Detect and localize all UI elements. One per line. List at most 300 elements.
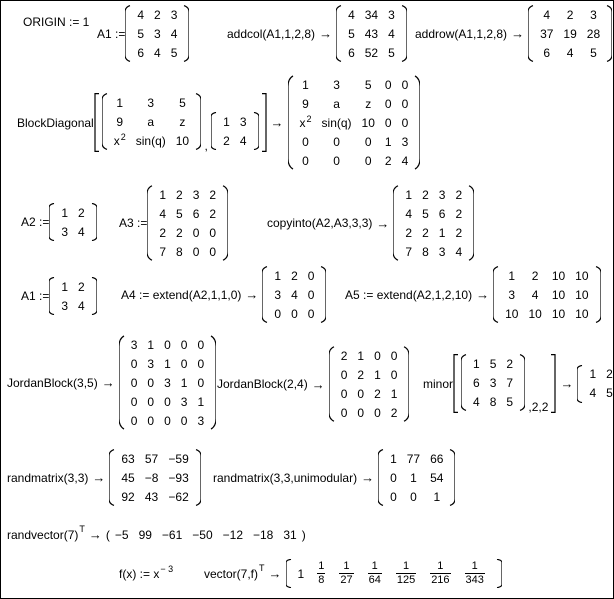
matrix-cell: 0: [390, 489, 397, 504]
matrix-cell: 1: [405, 187, 413, 202]
left-bracket: [493, 266, 499, 323]
matrix-cell: 2: [422, 225, 429, 240]
matrix-cell: 0: [374, 348, 381, 363]
matrix-cell: 7: [405, 244, 413, 259]
matrix-cell: 0: [130, 356, 138, 371]
matrix-cell: 0: [164, 413, 171, 428]
matrix-cell: 2: [566, 7, 574, 22]
randmatrix-result-matrix: [109, 449, 200, 506]
matrix-cell: 45: [121, 470, 135, 485]
matrix-cell: 10: [361, 115, 375, 130]
matrix-cell: 28: [586, 26, 601, 41]
matrix-cell: 0: [340, 367, 348, 382]
matrix-cell: 0: [307, 287, 315, 302]
a4-expression: A4 := extend(A2,1,1,0): [121, 287, 242, 302]
matrix-cell: 0: [357, 405, 365, 420]
exponent-superscript: 2: [306, 113, 312, 124]
eval-arrow: →: [511, 26, 525, 41]
exponent-superscript: − 3: [160, 563, 174, 574]
eval-arrow: →: [270, 115, 284, 130]
matrix-cell: 2: [357, 367, 365, 382]
matrix-cell: 1: [116, 95, 124, 110]
matrix-cell: 0: [197, 337, 205, 352]
fraction: [430, 561, 450, 586]
a3-matrix: [147, 185, 228, 261]
matrix-cell: 0: [384, 77, 392, 92]
matrix-cell: 0: [147, 394, 155, 409]
left-bracket: [49, 203, 55, 241]
left-bracket: [125, 5, 131, 62]
fraction-denominator: 27: [340, 574, 353, 586]
matrix-cell: 3: [590, 7, 597, 22]
matrix-cell: 3: [164, 375, 171, 390]
transpose-superscript: T: [259, 563, 265, 573]
left-bracket: [147, 185, 153, 261]
right-bracket: [550, 354, 556, 413]
vector-result-row: [286, 559, 502, 588]
fraction-numerator: 1: [343, 560, 350, 572]
left-bracket: [461, 354, 467, 411]
eval-arrow: →: [268, 566, 282, 581]
matrix-cell: 1: [223, 114, 230, 129]
right-bracket: [91, 277, 97, 315]
matrix-cell: 1: [180, 375, 188, 390]
matrix-cell: 3: [438, 187, 446, 202]
eval-arrow: →: [311, 376, 325, 392]
matrix-cell: 57: [144, 451, 159, 466]
jordanblock-3-5-evaluation[interactable]: [7, 335, 216, 430]
left-bracket: [286, 559, 292, 588]
fraction-denominator: 125: [396, 574, 416, 586]
matrix-cell: 3: [170, 7, 178, 22]
fraction-denominator: 343: [465, 574, 484, 586]
matrix-cell: 4: [137, 7, 145, 22]
matrix-cell: 1: [302, 77, 309, 92]
matrix-cell: 5: [606, 386, 613, 400]
matrix-cell: 0: [130, 375, 138, 390]
minor-name: minor: [423, 376, 454, 391]
jordanblock-expression: JordanBlock(2,4): [217, 377, 308, 391]
matrix-cell: 0: [291, 306, 298, 321]
matrix-cell: 2: [455, 225, 463, 240]
vector-evaluation[interactable]: [204, 559, 502, 588]
matrix-cell: 37: [540, 26, 554, 41]
matrix-cell: 2: [531, 268, 539, 283]
matrix-cell: 0: [302, 153, 309, 168]
matrix-cell: 5: [179, 95, 186, 110]
right-bracket: [595, 266, 601, 323]
matrix-cell: 0: [384, 96, 392, 111]
matrix-cell: 8: [176, 244, 183, 259]
minor-evaluation[interactable]: [423, 354, 614, 413]
matrix-cell: 3: [61, 224, 69, 239]
left-bracket: [94, 93, 100, 152]
blockdiagonal-matrix-2: [211, 112, 258, 150]
left-bracket: [577, 365, 583, 403]
f-definition-text: f(x) := x: [119, 567, 160, 581]
blockdiagonal-arg-bracket: [94, 93, 267, 152]
matrix-cell: 4: [291, 287, 298, 302]
randvector-value: 31: [283, 527, 297, 542]
matrix-cell: 2: [455, 187, 463, 202]
matrix-cell: sin(q): [135, 133, 166, 148]
matrix-cell: 10: [551, 268, 566, 283]
a1-matrix: [125, 5, 189, 62]
matrix-cell: 6: [348, 45, 355, 60]
matrix-cell: 4: [159, 206, 167, 221]
matrix-cell: 8: [422, 244, 429, 259]
matrix-cell: 0: [209, 244, 217, 259]
left-paren: (: [105, 527, 110, 542]
matrix-cell: 0: [197, 375, 205, 390]
matrix-cell: 0: [390, 470, 397, 485]
matrix-cell: 0: [401, 115, 409, 130]
jordanblock-2-4-result-matrix: [329, 346, 410, 422]
matrix-cell: 3: [239, 114, 247, 129]
right-bracket: [403, 346, 409, 422]
fraction-denominator: 216: [431, 574, 450, 586]
cell-wrapper: [299, 113, 312, 130]
randmatrix-unimodular-expression: randmatrix(3,3,unimodular): [213, 470, 358, 485]
matrix-cell: 6: [137, 45, 145, 60]
matrix-cell: 2: [159, 225, 167, 240]
matrix-cell: 1: [159, 187, 167, 202]
eval-arrow: →: [319, 26, 333, 41]
vector-first-value: 1: [297, 566, 305, 581]
matrix-cell: 1: [384, 134, 392, 149]
matrix-cell: 3: [274, 287, 282, 302]
fraction: [368, 561, 382, 586]
matrix-cell: 10: [575, 306, 589, 321]
right-bracket: [606, 5, 612, 62]
matrix-cell: 9: [116, 114, 124, 129]
eval-arrow: →: [245, 287, 259, 302]
matrix-cell: 0: [209, 225, 217, 240]
a1-definition[interactable]: [97, 5, 189, 62]
matrix-cell: 3: [489, 375, 497, 390]
matrix-cell: 0: [357, 386, 365, 401]
randvector-evaluation[interactable]: [7, 524, 306, 542]
right-bracket: [496, 559, 502, 588]
right-bracket: [195, 449, 201, 506]
matrix-cell: 0: [147, 375, 155, 390]
matrix-cell: 2: [390, 405, 398, 420]
matrix-cell: 63: [121, 451, 135, 466]
matrix-cell: 7: [506, 375, 514, 390]
eval-arrow: →: [476, 287, 490, 302]
left-bracket: [211, 112, 217, 150]
eval-arrow: →: [101, 375, 115, 390]
matrix-cell: 2: [176, 187, 183, 202]
matrix-cell: 0: [390, 367, 398, 382]
matrix-cell: 4: [405, 206, 413, 221]
matrix-cell: 3: [147, 356, 155, 371]
a4-extend-evaluation[interactable]: [121, 266, 326, 323]
matrix-cell: 4: [239, 133, 247, 148]
matrix-cell: 0: [401, 96, 409, 111]
matrix-cell: 0: [130, 394, 138, 409]
randvector-value: −50: [192, 527, 213, 542]
matrix-cell: 5: [348, 26, 355, 41]
matrix-cell: 5: [489, 356, 497, 371]
matrix-cell: 1: [589, 367, 597, 381]
matrix-cell: 2: [384, 153, 392, 168]
cell-wrapper: [113, 131, 126, 148]
matrix-cell: 5: [590, 45, 597, 60]
matrix-cell: 6: [192, 206, 200, 221]
matrix-cell: 0: [164, 394, 171, 409]
matrix-cell: 10: [551, 287, 566, 302]
matrix-cell: 7: [159, 244, 167, 259]
argument-comma: ,: [204, 139, 208, 153]
matrix-cell: 1: [61, 279, 69, 294]
matrix-cell: 1: [390, 451, 397, 466]
left-bracket: [453, 354, 459, 413]
addcol-expression: addcol(A1,1,2,8): [227, 26, 316, 41]
minor-result-matrix: [577, 365, 614, 403]
matrix-cell: [295, 113, 317, 132]
addcol-result-matrix: [336, 5, 407, 62]
vector-expression: vector(7,f): [204, 566, 259, 581]
a3-label: A3 :=: [119, 216, 148, 230]
matrix-cell: 10: [505, 306, 519, 321]
matrix-cell: 0: [340, 405, 348, 420]
a5-extend-evaluation[interactable]: [345, 266, 601, 323]
matrix-cell: 0: [274, 306, 282, 321]
randmatrix-unimodular-evaluation[interactable]: [213, 449, 455, 506]
left-bracket: [528, 5, 534, 62]
matrix-cell: 0: [333, 153, 340, 168]
matrix-cell: 6: [473, 375, 480, 390]
randvector-value: −18: [253, 527, 274, 542]
matrix-cell: 0: [374, 405, 381, 420]
randvector-value: 99: [138, 527, 152, 542]
randvector-value: −5: [114, 527, 129, 542]
exponent-superscript: 2: [120, 131, 126, 142]
blockdiagonal-name: BlockDiagonal: [17, 115, 94, 130]
fraction: [339, 561, 353, 586]
matrix-cell: 5: [506, 394, 514, 409]
left-bracket: [336, 5, 342, 62]
jordanblock-2-4-evaluation[interactable]: [217, 346, 409, 422]
matrix-cell: 0: [390, 348, 398, 363]
left-bracket: [102, 93, 108, 150]
matrix-cell: 0: [364, 153, 372, 168]
matrix-cell: 0: [401, 77, 409, 92]
matrix-cell: 10: [551, 306, 566, 321]
matrix-cell: 52: [364, 45, 379, 60]
matrix-cell: 0: [307, 268, 315, 283]
right-bracket: [183, 5, 189, 62]
right-bracket: [253, 112, 259, 150]
matrix-cell: 0: [192, 225, 200, 240]
jordanblock-expression: JordanBlock(3,5): [7, 375, 98, 390]
left-bracket: [109, 449, 115, 506]
matrix-cell: −62: [168, 489, 189, 504]
matrix-cell: 2: [209, 187, 217, 202]
matrix-cell: 0: [302, 134, 309, 149]
a5-expression: A5 := extend(A2,1,2,10): [345, 287, 473, 302]
a2-matrix: [49, 203, 96, 241]
matrix-cell: 5: [137, 26, 145, 41]
matrix-cell: 2: [374, 386, 381, 401]
matrix-cell: 9: [302, 96, 309, 111]
matrix-cell: 4: [401, 153, 409, 168]
fraction: [465, 561, 485, 586]
fraction-numerator: 1: [437, 560, 444, 572]
matrix-cell: 0: [192, 244, 200, 259]
matrix-cell: 1: [147, 337, 155, 352]
left-bracket: [288, 75, 294, 170]
matrix-cell: 1: [473, 356, 480, 371]
matrix-cell: 1: [61, 205, 69, 220]
matrix-cell: 2: [506, 356, 514, 371]
matrix-cell: 2: [176, 225, 183, 240]
matrix-cell: 4: [566, 45, 574, 60]
matrix-cell: 3: [147, 95, 155, 110]
matrix-cell: −59: [168, 451, 189, 466]
matrix-cell: 2: [422, 187, 429, 202]
randmatrix-unimodular-result-matrix: [378, 449, 455, 506]
right-bracket: [320, 266, 326, 323]
matrix-cell: 4: [170, 26, 178, 41]
matrix-cell: 2: [340, 348, 348, 363]
cell-base: x: [299, 115, 306, 130]
matrix-cell: 0: [333, 134, 340, 149]
a1-matrix: [49, 277, 96, 315]
matrix-cell: 10: [528, 306, 542, 321]
eval-arrow: →: [560, 376, 574, 391]
eval-arrow: →: [376, 215, 390, 231]
matrix-cell: 0: [340, 386, 348, 401]
fraction: [396, 561, 416, 586]
fraction-numerator: 1: [471, 560, 478, 572]
matrix-cell: a: [333, 96, 340, 111]
matrix-cell: 34: [364, 7, 379, 22]
matrix-cell: 3: [180, 394, 188, 409]
blockdiagonal-evaluation[interactable]: [17, 75, 420, 170]
randvector-value: −61: [161, 527, 183, 542]
matrix-cell: 0: [147, 413, 155, 428]
matrix-cell: 3: [388, 7, 395, 22]
fraction-numerator: 1: [318, 560, 325, 572]
matrix-cell: 8: [489, 394, 497, 409]
a4-result-matrix: [262, 266, 326, 323]
randmatrix-expression: randmatrix(3,3): [7, 470, 89, 485]
matrix-cell: 5: [388, 45, 395, 60]
copyinto-result-matrix: [393, 185, 474, 261]
fraction-numerator: 1: [402, 560, 410, 572]
minor-args: ,2,2: [528, 400, 549, 414]
matrix-cell: 0: [180, 356, 188, 371]
matrix-cell: 4: [543, 7, 551, 22]
matrix-cell: 3: [508, 287, 516, 302]
matrix-cell: 0: [180, 337, 188, 352]
randvector-expression: randvector(7): [7, 527, 79, 542]
matrix-cell: z: [179, 114, 186, 129]
matrix-cell: 4: [348, 7, 355, 22]
fraction-denominator: 8: [318, 574, 325, 586]
minor-arg-bracket: [453, 354, 556, 413]
matrix-cell: 1: [274, 268, 282, 283]
right-bracket: [519, 354, 525, 411]
f-definition[interactable]: [119, 563, 174, 581]
matrix-cell: 10: [575, 287, 589, 302]
a1-redefinition[interactable]: [21, 277, 97, 315]
fraction-denominator: 64: [368, 574, 381, 586]
a2-definition[interactable]: [21, 203, 97, 241]
left-bracket: [378, 449, 384, 506]
addrow-evaluation[interactable]: [415, 5, 612, 62]
matrix-cell: 2: [223, 133, 230, 148]
matrix-cell: 0: [197, 356, 205, 371]
matrix-cell: 4: [154, 45, 161, 60]
copyinto-evaluation[interactable]: [267, 185, 474, 261]
matrix-cell: 66: [430, 451, 444, 466]
matrix-cell: a: [147, 114, 155, 129]
matrix-cell: 2: [154, 7, 161, 22]
minor-input-matrix: [461, 354, 525, 411]
left-bracket: [119, 335, 125, 430]
matrix-cell: 3: [130, 337, 138, 352]
a1-label: A1 :=: [97, 26, 126, 41]
matrix-cell: 3: [401, 134, 409, 149]
matrix-cell: z: [365, 96, 372, 111]
matrix-cell: 1: [164, 356, 171, 371]
matrix-cell: 1: [374, 367, 381, 382]
matrix-cell: 5: [176, 206, 183, 221]
origin-definition[interactable]: [23, 16, 89, 28]
matrix-cell: 3: [61, 298, 69, 313]
eval-arrow: →: [88, 527, 102, 542]
a3-definition[interactable]: [119, 185, 228, 261]
a5-result-matrix: [493, 266, 600, 323]
matrix-cell: 6: [438, 206, 446, 221]
right-bracket: [91, 203, 97, 241]
matrix-cell: 0: [180, 413, 188, 428]
matrix-cell: 92: [121, 489, 135, 504]
matrix-cell: 1: [410, 470, 417, 485]
a1-label: A1 :=: [21, 289, 50, 303]
jordanblock-3-5-result-matrix: [119, 335, 216, 430]
matrix-cell: 2: [455, 206, 463, 221]
randvector-value: −12: [222, 527, 243, 542]
matrix-cell: 3: [192, 187, 200, 202]
matrix-cell: 6: [543, 45, 551, 60]
addrow-result-matrix: [528, 5, 612, 62]
blockdiagonal-result-matrix: [288, 75, 421, 170]
matrix-cell: 3: [154, 26, 161, 41]
matrix-cell: 4: [78, 224, 85, 239]
matrix-cell: 3: [333, 77, 340, 92]
randvector-values: [110, 529, 302, 541]
cell-base: x: [113, 133, 120, 148]
matrix-cell: 19: [563, 26, 577, 41]
matrix-cell: −8: [144, 470, 159, 485]
matrix-cell: 4: [531, 287, 539, 302]
matrix-cell: 54: [430, 470, 444, 485]
matrix-cell: −93: [168, 470, 189, 485]
matrix-cell: 4: [388, 26, 395, 41]
right-bracket: [261, 93, 267, 152]
addcol-evaluation[interactable]: [227, 5, 407, 62]
randmatrix-evaluation[interactable]: [7, 449, 201, 506]
matrix-cell: 2: [606, 367, 613, 381]
matrix-cell: 0: [307, 306, 315, 321]
matrix-cell: 4: [473, 394, 480, 409]
matrix-cell: 0: [130, 413, 138, 428]
matrix-cell: 1: [390, 386, 398, 401]
